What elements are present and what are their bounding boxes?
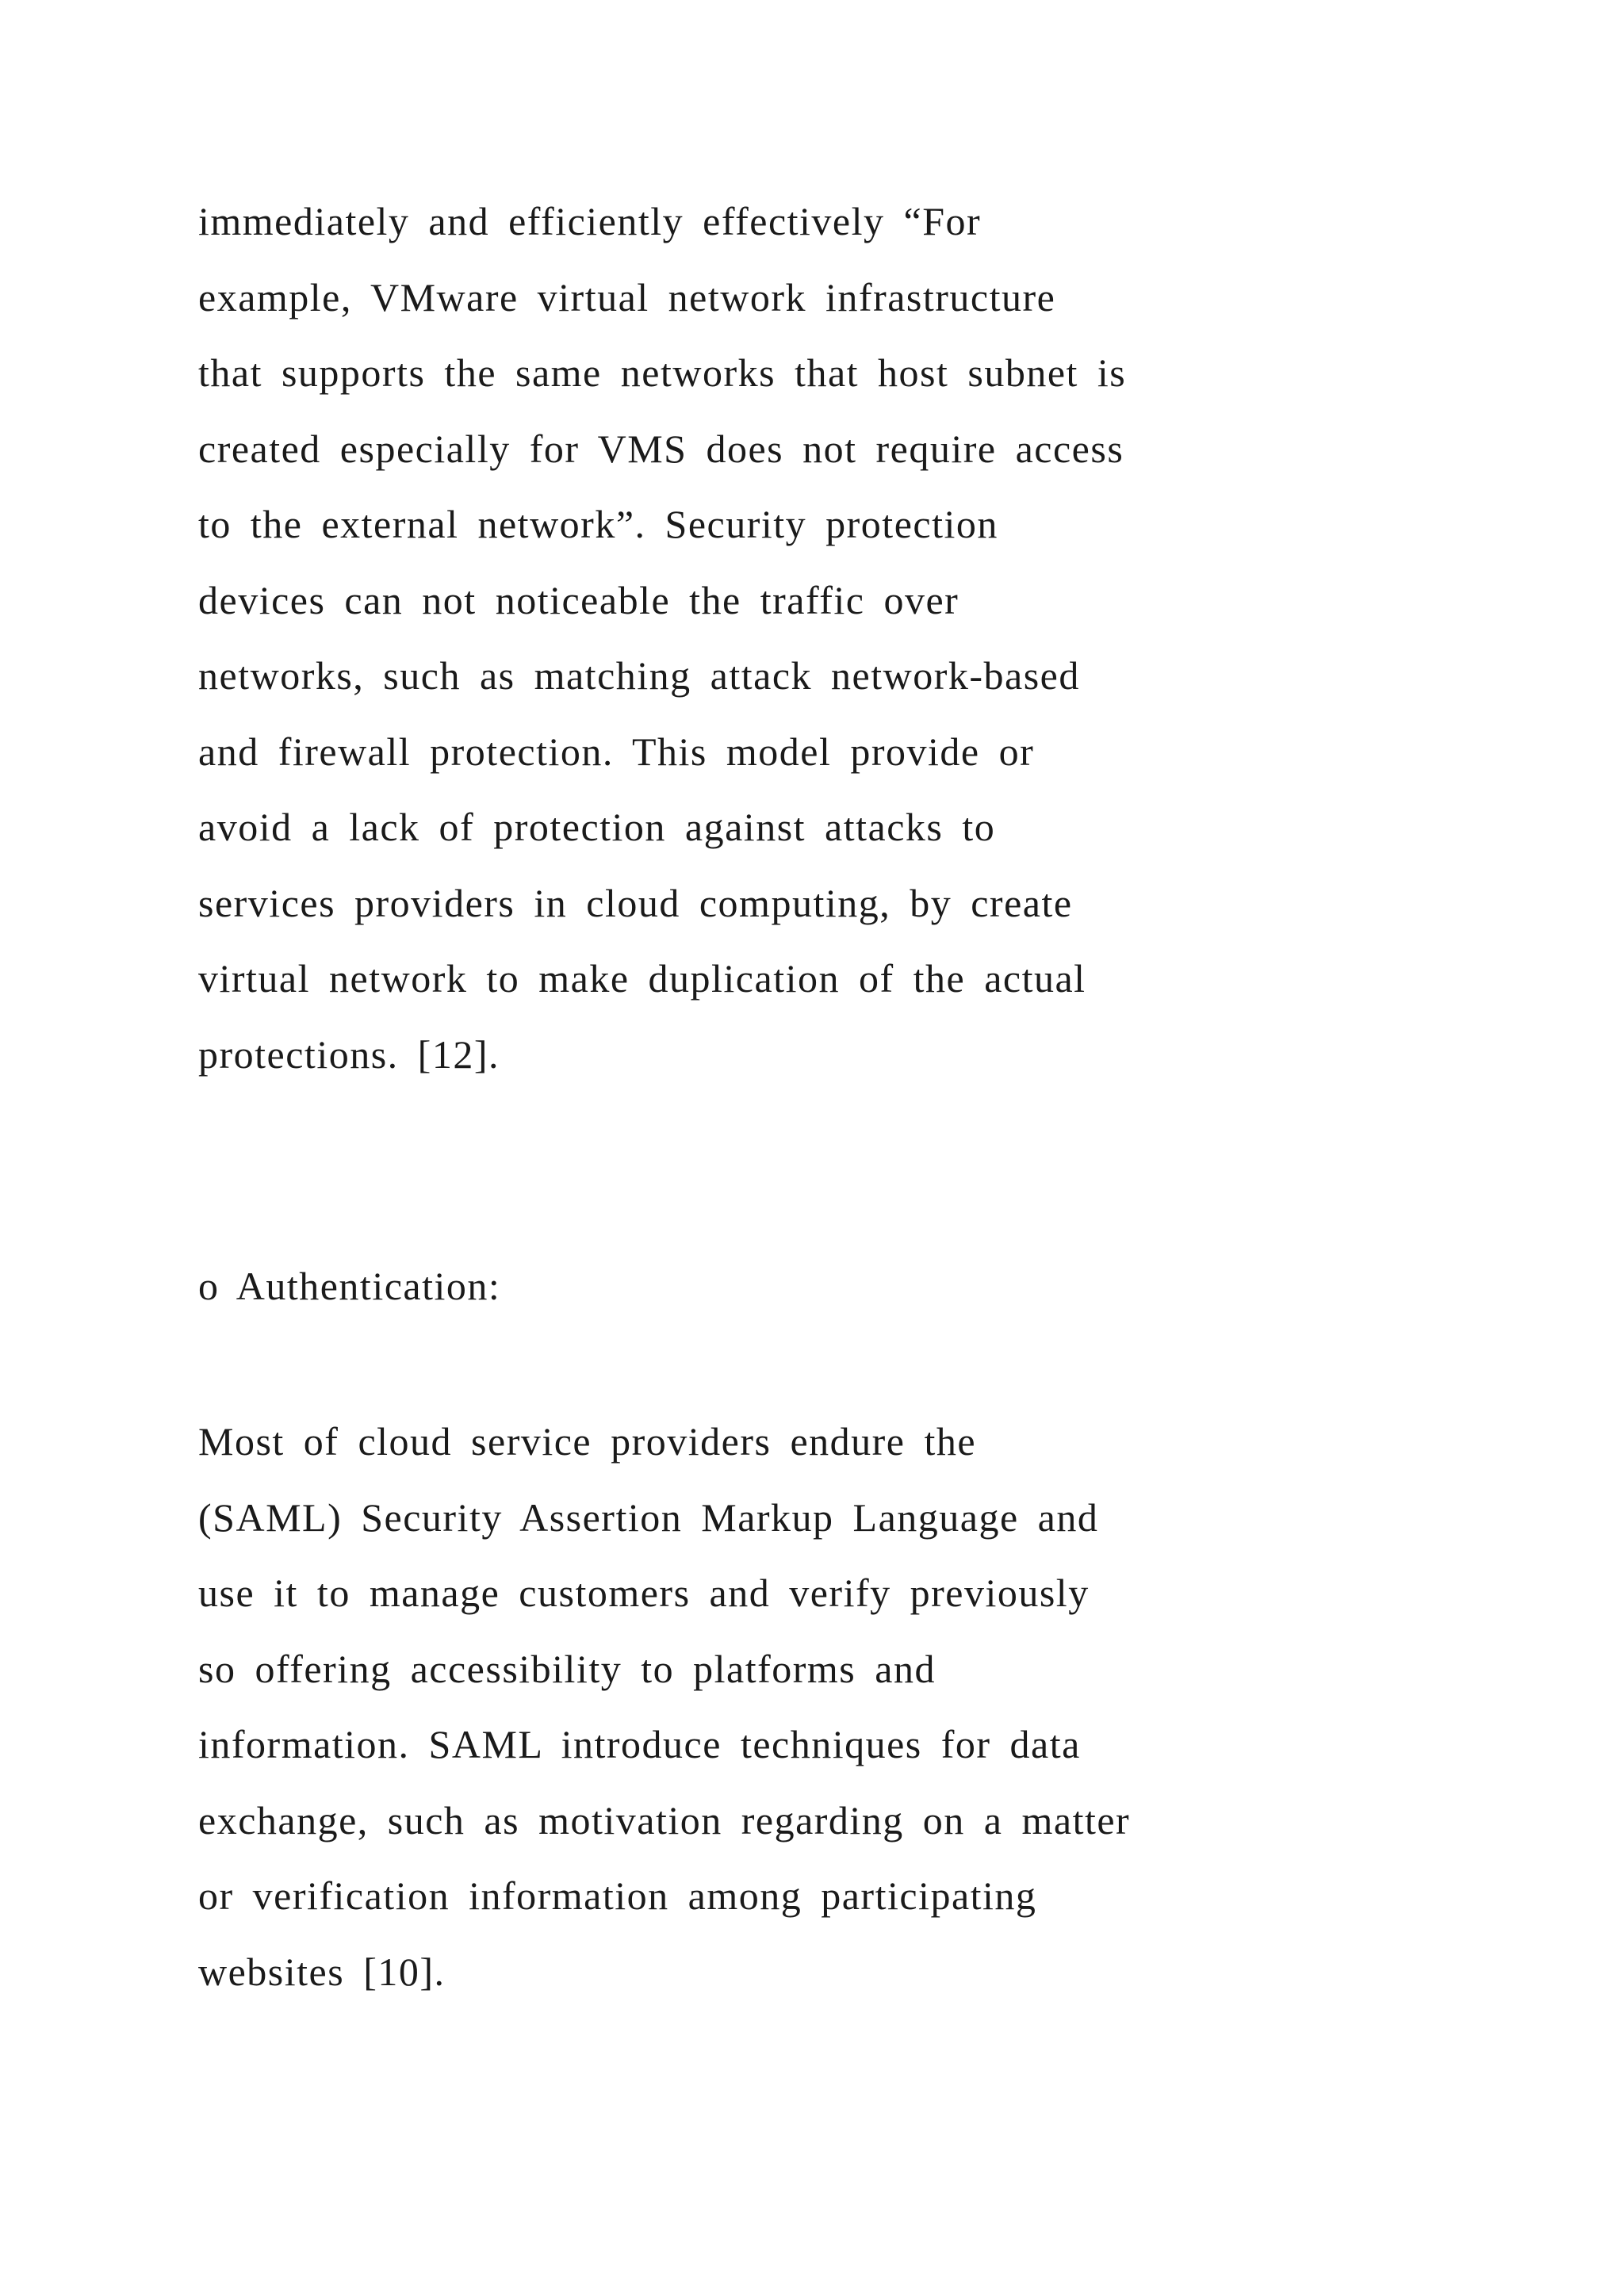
section-heading: o Authentication: [198, 1264, 501, 1308]
paragraph-line: avoid a lack of protection against attacks to [198, 805, 996, 849]
paragraph-line: websites [10]. [198, 1949, 446, 1994]
paragraph-line: and firewall protection. This model provide or [198, 729, 1035, 774]
paragraph-line: exchange, such as motivation regarding on a matter [198, 1797, 1131, 1843]
paragraph-line: protections. [12]. [198, 1031, 500, 1077]
paragraph-line: immediately and efficiently effectively “For [198, 199, 982, 243]
paragraph-line: that supports the same networks that host subnet is [198, 350, 1127, 395]
paragraph-line: example, VMware virtual network infrastructure [198, 274, 1056, 320]
paragraph-line: (SAML) Security Assertion Markup Language and [198, 1494, 1099, 1540]
paragraph-line: services providers in cloud computing, by create [198, 880, 1073, 925]
paragraph-line: virtual network to make duplication of the actual [198, 956, 1086, 1001]
paragraph-line: created especially for VMS does not require access [198, 426, 1124, 471]
paragraph-line: so offering accessibility to platforms and [198, 1646, 936, 1691]
paragraph-line: devices can not noticeable the traffic over [198, 577, 959, 622]
paragraph-line: to the external network”. Security protection [198, 502, 998, 546]
paragraph-line: Most of cloud service providers endure the [198, 1419, 977, 1464]
paragraph-authentication [198, 1404, 1435, 2010]
paragraph-virtual-network [198, 184, 1435, 1093]
section-heading-authentication [198, 1249, 1435, 1325]
paragraph-line: or verification information among participating [198, 1873, 1037, 1918]
paragraph-line: networks, such as matching attack network-based [198, 653, 1080, 698]
paragraph-line: information. SAML introduce techniques for data [198, 1722, 1081, 1766]
paragraph-line: use it to manage customers and verify previously [198, 1571, 1090, 1615]
